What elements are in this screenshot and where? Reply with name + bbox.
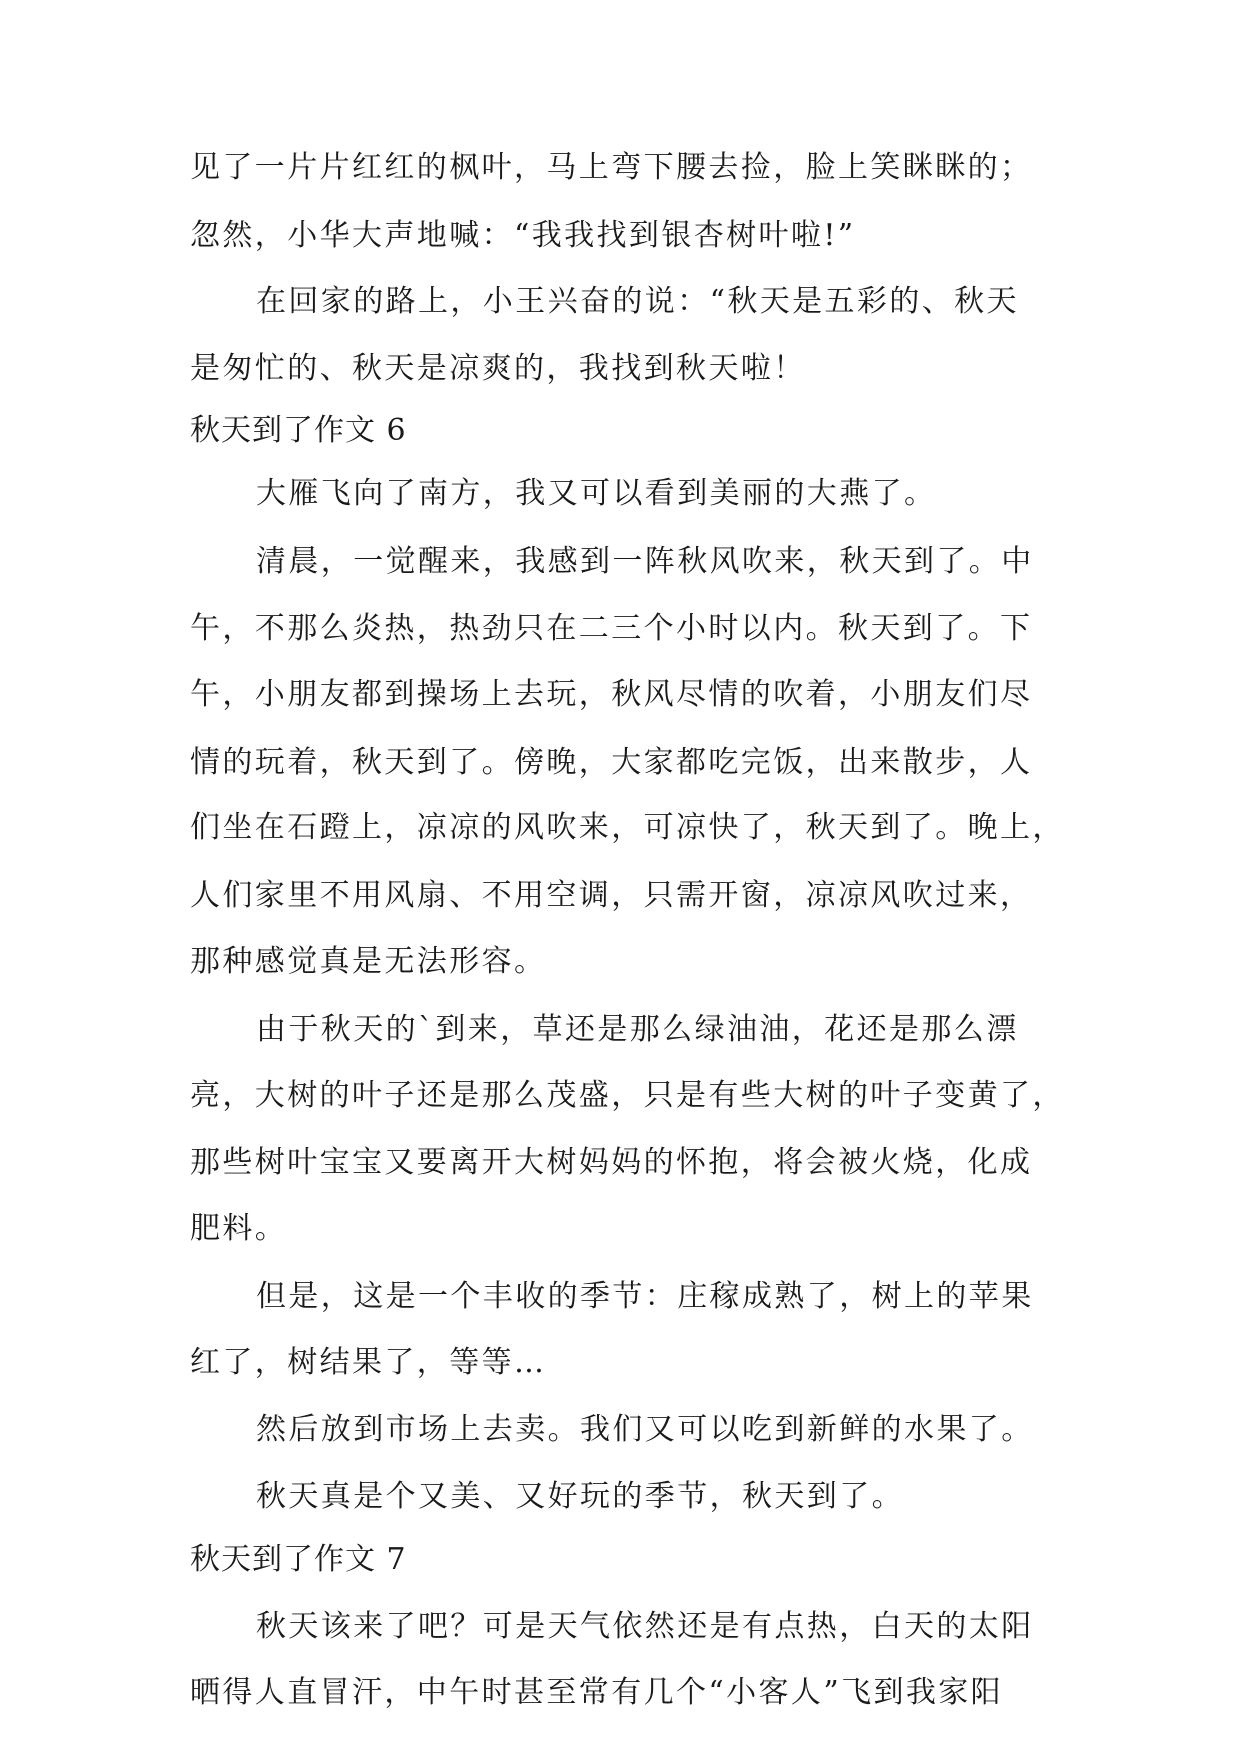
paragraph-line: 忽然，小华大声地喊：“我我找到银杏树叶啦!” (190, 218, 856, 253)
paragraph-line: 红了，树结果了，等等… (190, 1345, 547, 1380)
paragraph-line: 那种感觉真是无法形容。 (190, 944, 547, 979)
essay-heading: 秋天到了作文 6 (190, 413, 407, 448)
paragraph-line: 秋天真是个又美、又好玩的季节，秋天到了。 (256, 1479, 904, 1514)
paragraph-line: 午，不那么炎热，热劲只在二三个小时以内。秋天到了。下 (190, 611, 1033, 646)
paragraph-line: 情的玩着，秋天到了。傍晚，大家都吃完饭，出来散步，人 (190, 745, 1033, 780)
paragraph-line: 然后放到市场上去卖。我们又可以吃到新鲜的水果了。 (256, 1412, 1034, 1447)
paragraph-line: 午，小朋友都到操场上去玩，秋风尽情的吹着，小朋友们尽 (190, 677, 1033, 712)
paragraph-line: 清晨，一觉醒来，我感到一阵秋风吹来，秋天到了。中 (256, 544, 1034, 579)
paragraph-line: 是匆忙的、秋天是凉爽的，我找到秋天啦！ (190, 351, 806, 386)
paragraph-line: 晒得人直冒汗，中午时甚至常有几个“小客人”飞到我家阳 (190, 1675, 1004, 1710)
paragraph-line: 们坐在石蹬上，凉凉的风吹来，可凉快了，秋天到了。晚上， (190, 810, 1065, 845)
paragraph-line: 人们家里不用风扇、不用空调，只需开窗，凉凉风吹过来， (190, 878, 1033, 913)
paragraph-line: 那些树叶宝宝又要离开大树妈妈的怀抱，将会被火烧，化成 (190, 1145, 1033, 1180)
paragraph-line: 见了一片片红红的枫叶，马上弯下腰去捡，脸上笑眯眯的； (190, 150, 1033, 185)
paragraph-line: 秋天该来了吧？可是天气依然还是有点热，白天的太阳 (256, 1609, 1034, 1644)
paragraph-line: 肥料。 (190, 1211, 288, 1246)
paragraph-line: 但是，这是一个丰收的季节：庄稼成熟了，树上的苹果 (256, 1279, 1034, 1314)
paragraph-line: 大雁飞向了南方，我又可以看到美丽的大燕了。 (256, 476, 937, 511)
paragraph-line: 由于秋天的`到来，草还是那么绿油油，花还是那么漂 (256, 1012, 1019, 1047)
paragraph-line: 在回家的路上，小王兴奋的说：“秋天是五彩的、秋天 (256, 284, 1019, 319)
essay-heading: 秋天到了作文 7 (190, 1542, 407, 1577)
paragraph-line: 亮，大树的叶子还是那么茂盛，只是有些大树的叶子变黄了， (190, 1078, 1065, 1113)
